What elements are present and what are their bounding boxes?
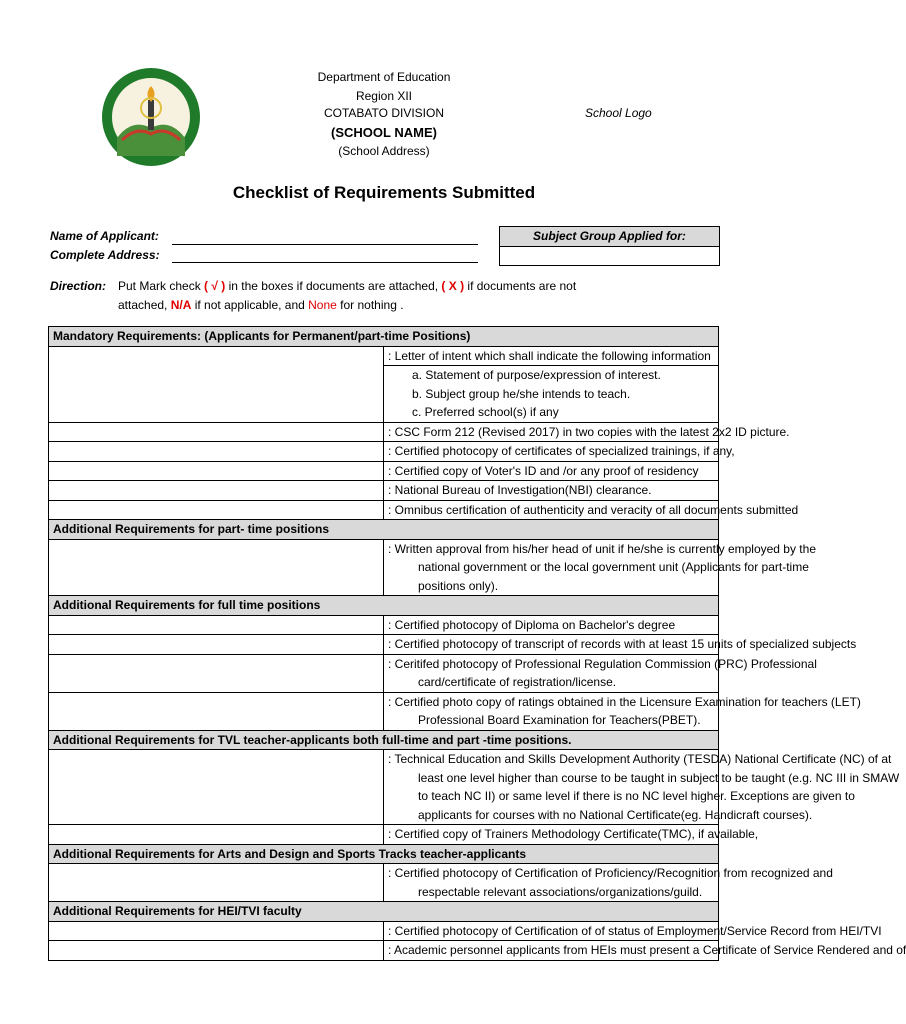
checkbox-prc[interactable]: [49, 654, 384, 692]
item-written-approval: : Written approval from his/her head of unit if he/she is currently employed by the: [384, 539, 719, 558]
page-title: Checklist of Requirements Submitted: [232, 183, 536, 202]
checkbox-csc-form[interactable]: [49, 422, 384, 442]
direction-line-1: Put Mark check ( √ ) in the boxes if documents are attached, ( X ) if documents are not: [118, 279, 577, 293]
item-written-approval-cont1: national government or the local government unit (Applicants for part-time: [384, 558, 719, 577]
item-sub-b: b. Subject group he/she intends to teach.: [384, 385, 719, 404]
section-full-time: Additional Requirements for full time positions: [49, 596, 719, 616]
section-header-row: [49, 327, 719, 347]
item-service-record: : Certified photocopy of Certification of of status of Employment/Service Record from HEI/TVI: [384, 921, 719, 941]
header-department: Department of Education: [317, 70, 451, 84]
direction-label: Direction:: [50, 279, 107, 293]
subject-group-box: [499, 226, 720, 266]
checkbox-academic-personnel[interactable]: [49, 941, 384, 961]
checkbox-proficiency[interactable]: [49, 864, 384, 902]
header-division: COTABATO DIVISION: [323, 106, 445, 120]
item-written-approval-cont2: positions only).: [384, 577, 719, 596]
item-omnibus: : Omnibus certification of authenticity and veracity of all documents submitted: [384, 500, 719, 520]
header-school-name: (SCHOOL NAME): [331, 125, 437, 140]
item-diploma: : Certified photocopy of Diploma on Bachelor's degree: [384, 615, 719, 635]
item-tesda-cont3: applicants for courses with no National Certificate(eg. Handicraft courses).: [384, 806, 719, 825]
item-trainings: : Certified photocopy of certificates of specialized trainings, if any,: [384, 442, 719, 462]
item-prc: : Ceritifed photocopy of Professional Regulation Commission (PRC) Professional: [384, 654, 719, 673]
checkbox-tesda[interactable]: [49, 750, 384, 825]
item-let: : Certified photo copy of ratings obtained in the Licensure Examination for teachers (LET): [384, 692, 719, 711]
section-arts-sports: Additional Requirements for Arts and Design and Sports Tracks teacher-applicants: [49, 844, 719, 864]
checkbox-service-record[interactable]: [49, 921, 384, 941]
section-hei-tvi: Additional Requirements for HEI/TVI faculty: [49, 902, 719, 922]
item-csc-form: : CSC Form 212 (Revised 2017) in two copies with the latest 2x2 ID picture.: [384, 422, 719, 442]
checkbox-written-approval[interactable]: [49, 539, 384, 596]
name-label: Name of Applicant:: [50, 229, 159, 243]
subject-group-label: Subject Group Applied for:: [500, 227, 719, 247]
item-tesda-cont2: to teach NC II) or same level if there is no NC level higher. Exceptions are given to: [384, 787, 719, 806]
item-sub-a: a. Statement of purpose/expression of interest.: [384, 366, 719, 385]
item-nbi: : National Bureau of Investigation(NBI) clearance.: [384, 481, 719, 501]
item-voters-id: : Certified copy of Voter's ID and /or any proof of residency: [384, 461, 719, 481]
checkbox-voters-id[interactable]: [49, 461, 384, 481]
checkbox-nbi[interactable]: [49, 481, 384, 501]
section-tvl: Additional Requirements for TVL teacher-applicants both full-time and part -time positions.: [49, 730, 719, 750]
checkbox-tmc[interactable]: [49, 825, 384, 845]
item-tmc: : Certified copy of Trainers Methodology Certificate(TMC), if available,: [384, 825, 719, 845]
item-tesda: : Technical Education and Skills Development Authority (TESDA) National Certificate (NC) of at: [384, 750, 719, 769]
item-sub-c: c. Preferred school(s) if any: [384, 403, 719, 422]
requirements-table: [48, 326, 906, 961]
checkbox-let[interactable]: [49, 692, 384, 730]
item-let-cont: Professional Board Examination for Teachers(PBET).: [384, 711, 719, 730]
checkbox-diploma[interactable]: [49, 615, 384, 635]
checkbox-omnibus[interactable]: [49, 500, 384, 520]
school-logo-placeholder: School Logo: [585, 106, 652, 120]
section-mandatory: Mandatory Requirements: (Applicants for Permanent/part-time Positions): [49, 327, 719, 347]
item-proficiency-cont: respectable relevant associations/organizations/guild.: [384, 883, 719, 902]
direction-line-2: attached, N/A if not applicable, and None for nothing .: [118, 298, 404, 312]
subject-group-field[interactable]: [500, 247, 719, 265]
checkbox-trainings[interactable]: [49, 442, 384, 462]
item-transcript: : Certified photocopy of transcript of records with at least 15 units of specialized subjects: [384, 635, 719, 655]
checkbox-transcript[interactable]: [49, 635, 384, 655]
item-prc-cont: card/certificate of registration/license.: [384, 673, 719, 692]
address-label: Complete Address:: [50, 248, 160, 262]
header-region: Region XII: [355, 89, 413, 103]
item-proficiency: : Certified photocopy of Certification of Proficiency/Recognition from recognized and: [384, 864, 719, 883]
item-letter-of-intent: : Letter of intent which shall indicate the following information: [384, 346, 719, 366]
item-academic-personnel: : Academic personnel applicants from HEIs must present a Certificate of Service Rendered and of: [384, 941, 719, 961]
name-field[interactable]: [172, 244, 478, 245]
item-tesda-cont1: least one level higher than course to be taught in subject to be taught (e.g. NC III in SMAW: [384, 769, 719, 788]
checkbox-letter-of-intent[interactable]: [49, 346, 384, 422]
address-field[interactable]: [172, 262, 478, 263]
header-school-address: (School Address): [338, 144, 430, 158]
section-part-time: Additional Requirements for part- time positions: [49, 520, 719, 540]
